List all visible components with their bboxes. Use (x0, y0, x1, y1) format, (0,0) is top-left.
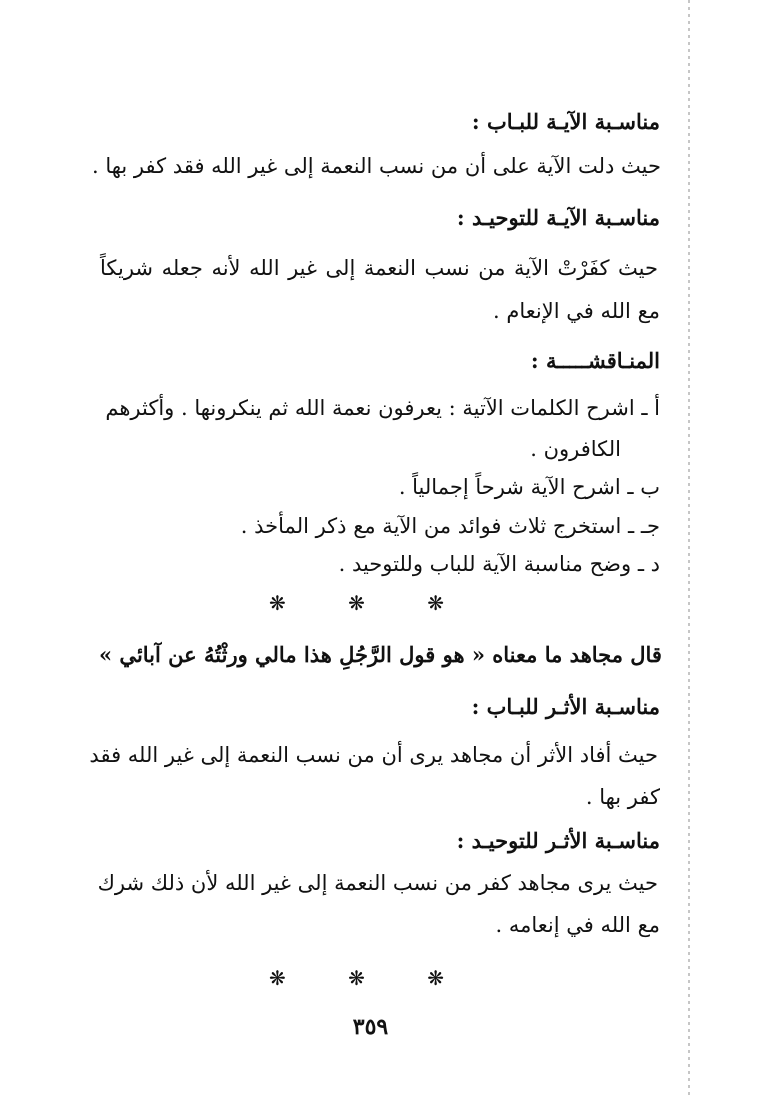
section-body-verse-tawhid-line1: حيث كفَرْتْ الآية من نسب النعمة إلى غير الله لأنه جعله شريكاً (100, 256, 658, 280)
question-a-line1: أ ـ اشرح الكلمات الآتية : يعرفون نعمة الله ثم ينكرونها . وأكثرهم (105, 396, 660, 420)
separator-stars-1: ❋ ❋ ❋ (269, 591, 472, 615)
section-heading-athar-chapter: مناسـبة الأثـر للبـاب : (471, 694, 660, 719)
question-d: د ـ وضح مناسبة الآية للباب وللتوحيد . (338, 552, 660, 576)
section-heading-discussion: المنـاقشـــــة : (530, 348, 660, 373)
section-body-athar-chapter-line2: كفر بها . (585, 785, 660, 809)
section-body-athar-chapter-line1: حيث أفاد الأثر أن مجاهد يرى أن من نسب النعمة إلى غير الله فقد (89, 743, 658, 767)
page-edge-dotted-line (688, 0, 690, 1098)
separator-stars-2: ❋ ❋ ❋ (269, 966, 472, 990)
section-body-verse-tawhid-line2: مع الله في الإنعام . (493, 299, 660, 323)
section-body-athar-tawhid-line2: مع الله في إنعامه . (495, 913, 660, 937)
section-heading-verse-tawhid: مناسـبة الآيـة للتوحيـد : (456, 205, 660, 230)
section-heading-athar-tawhid: مناسـبة الأثـر للتوحيـد : (456, 828, 660, 853)
section-body-athar-tawhid-line1: حيث يرى مجاهد كفر من نسب النعمة إلى غير الله لأن ذلك شرك (97, 871, 658, 895)
mujahid-quote: قال مجاهد ما معناه « هو قول الرَّجُلِ هذا مالي ورثْتُهُ عن آبائي » (99, 642, 662, 667)
section-heading-verse-chapter: مناسـبة الآيـة للبـاب : (471, 109, 660, 134)
question-a-line2: الكافرون . (530, 437, 621, 461)
section-body-verse-chapter: حيث دلت الآية على أن من نسب النعمة إلى غير الله فقد كفر بها . (91, 154, 661, 178)
question-c: جـ ـ استخرج ثلاث فوائد من الآية مع ذكر المأخذ . (240, 514, 660, 538)
page-number: ٣٥٩ (352, 1014, 389, 1040)
question-b: ب ـ اشرح الآية شرحاً إجمالياً . (398, 475, 660, 499)
